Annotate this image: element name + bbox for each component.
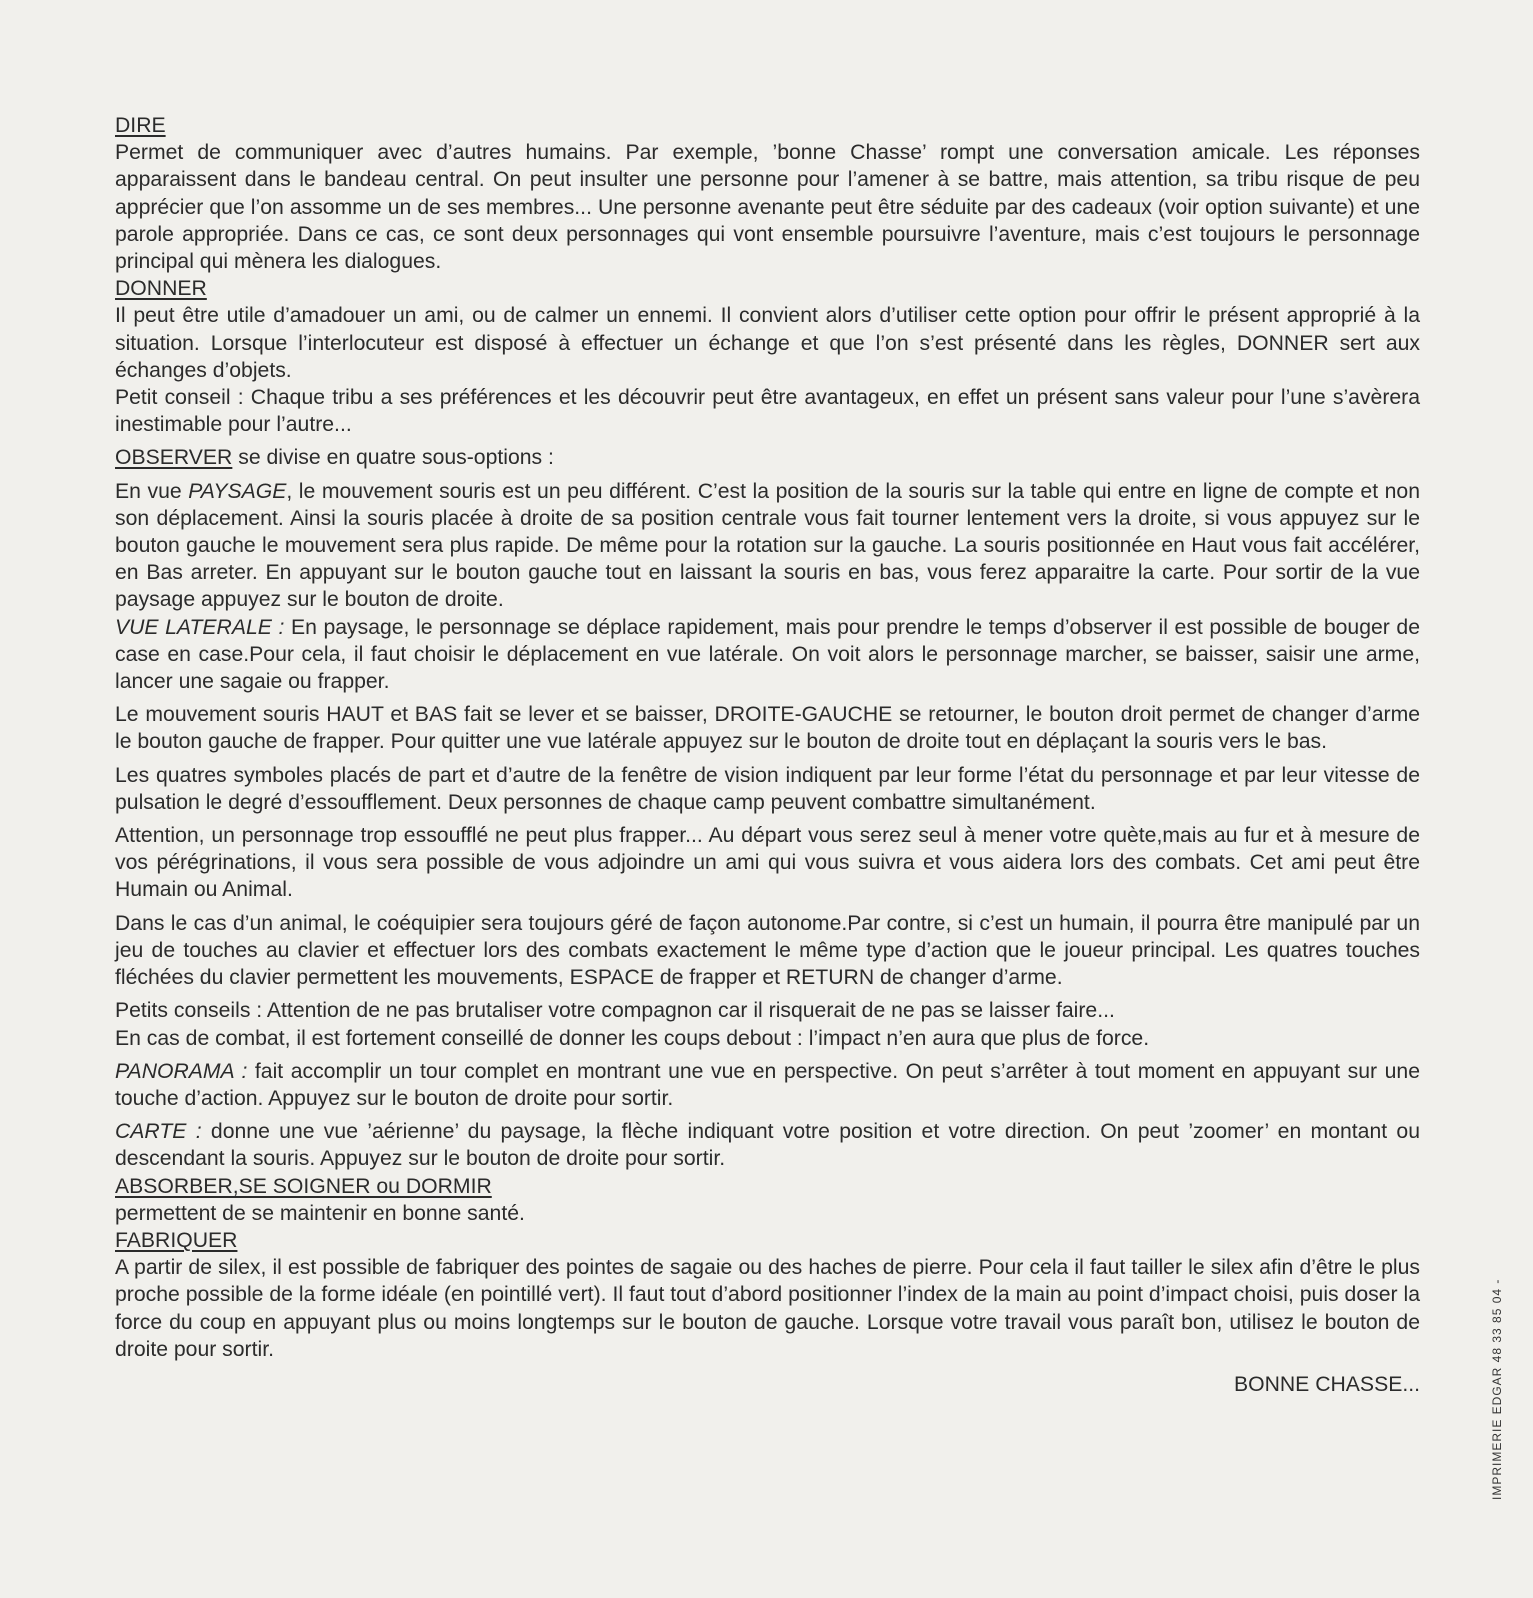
absorber-body: permettent de se maintenir en bonne santé.: [115, 1201, 525, 1225]
conseils-line-1: Petits conseils : Attention de ne pas brutaliser votre compagnon car il risquerait de ne pas se laisser faire...: [115, 999, 1115, 1023]
conseils-line-2: En cas de combat, il est fortement conseillé de donner les coups debout : l’impact n’en aura que plus de force.: [115, 1026, 1150, 1050]
printer-note: IMPRIMERIE EDGAR 48 33 85 04 -: [1490, 1278, 1504, 1500]
laterale-label: VUE LATERALE :: [115, 615, 285, 639]
laterale-body: En paysage, le personnage se déplace rapidement, mais pour prendre le temps d’observer il est possible de bouger de case en case.Pour cela, il faut choisir le déplacement en vue latérale. On voit alors le personnage marcher, se baisser, saisir une arme, lancer une sagaie ou frapper.: [115, 615, 1420, 694]
section-title-absorber: ABSORBER,SE SOIGNER ou DORMIR: [115, 1174, 492, 1198]
section-title-observer: OBSERVER: [115, 446, 233, 470]
carte-paragraph: [115, 1118, 1420, 1172]
paysage-body: , le mouvement souris est un peu différent. C’est la position de la souris sur la table qui entre en ligne de compte et non son déplacement. Ainsi la souris placée à droite de sa position centrale vous fait tourner lentement vers la droite, si vous appuyez sur le bouton gauche le mouvement sera plus rapide. De même pour la rotation sur la gauche. La souris positionnée en Haut vous fait accélérer, en Bas arreter. En appuyant sur le bouton gauche tout en laissant la souris en bas, vous ferez apparaitre la carte. Pour sortir de la vue paysage appuyez sur le bouton de droite.: [115, 479, 1420, 612]
panorama-paragraph: [115, 1058, 1420, 1112]
paysage-prefix: En vue: [115, 479, 189, 503]
attention-paragraph: Attention, un personnage trop essoufflé ne peut plus frapper... Au départ vous serez seul à mener votre quète,mais au fur et à mesure de vos pérégrinations, il vous sera possible de vous adjoindre un ami qui vous suivra et vous aidera lors des combats. Cet ami peut être Humain ou Animal.: [115, 824, 1420, 902]
carte-label: CARTE :: [115, 1120, 202, 1144]
panorama-label: PANORAMA :: [115, 1059, 248, 1083]
closing-text: BONNE CHASSE...: [1233, 1372, 1420, 1396]
carte-body: donne une vue ’aérienne’ du paysage, la flèche indiquant votre position et votre direction. On peut ’zoomer’ en montant ou descendant la souris. Appuyez sur le bouton de droite pour sortir.: [115, 1120, 1420, 1171]
paysage-paragraph: [115, 478, 1420, 614]
donner-body: Il peut être utile d’amadouer un ami, ou de calmer un ennemi. Il convient alors d’utiliser cette option pour offrir le présent approprié à la situation. Lorsque l’interlocuteur est disposé à effectuer un échange et que l’on s’est présenté dans les règles, DONNER sert aux échanges d’objets.: [115, 304, 1420, 382]
symboles-paragraph: Les quatres symboles placés de part et d’autre de la fenêtre de vision indiquent par leur forme l’état du personnage et par leur vitesse de pulsation le degré d’essoufflement. Deux personnes de chaque camp peuvent combattre simultanément.: [115, 763, 1420, 814]
fabriquer-body: A partir de silex, il est possible de fabriquer des pointes de sagaie ou des haches de pierre. Pour cela il faut tailler le silex afin d’être le plus proche possible de la forme idéale (en pointillé vert). Il faut tout d’abord positionner l’index de la main au point d’impact choisi, puis doser la force du coup en appuyant plus ou moins longtemps sur le bouton de gauche. Lorsque votre travail vous paraît bon, utilisez le bouton de droite pour sortir.: [115, 1256, 1420, 1361]
observer-intro: [115, 444, 1420, 471]
paysage-label: PAYSAGE: [188, 479, 287, 503]
laterale-paragraph: [115, 614, 1420, 696]
manual-page: [115, 112, 1420, 1398]
donner-tip: Petit conseil : Chaque tribu a ses préférences et les découvrir peut être avantageux, en effet un présent sans valeur pour l’une s’avèrera inestimable pour l’autre...: [115, 386, 1420, 437]
section-title-dire: DIRE: [115, 114, 166, 137]
section-title-fabriquer: FABRIQUER: [115, 1228, 238, 1252]
dire-body: Permet de communiquer avec d’autres humains. Par exemple, ’bonne Chasse’ rompt une conversation amicale. Les réponses apparaissent dans le bandeau central. On peut insulter une personne pour l’amener à se battre, mais attention, sa tribu risque de peu apprécier que l’on assomme un de ses membres... Une personne avenante peut être séduite par des cadeaux (voir option suivante) et une parole appropriée. Dans ce cas, ce sont deux personnages qui vont ensemble poursuivre l’aventure, mais c’est toujours le personnage principal qui mènera les dialogues.: [115, 141, 1420, 274]
mouvement-paragraph: Le mouvement souris HAUT et BAS fait se lever et se baisser, DROITE-GAUCHE se retourner, le bouton droit permet de changer d’arme le bouton gauche de frapper. Pour quitter une vue latérale appuyez sur le bouton de droite tout en déplaçant la souris vers le bas.: [115, 703, 1420, 754]
animal-paragraph: Dans le cas d’un animal, le coéquipier sera toujours géré de façon autonome.Par contre, si c’est un humain, il pourra être manipulé par un jeu de touches au clavier et effectuer lors des combats exactement le même type d’action que le joueur principal. Les quatres touches fléchées du clavier permettent les mouvements, ESPACE de frapper et RETURN de changer d’arme.: [115, 911, 1420, 990]
section-title-donner: DONNER: [115, 277, 207, 301]
observer-intro-text: se divise en quatre sous-options :: [232, 446, 554, 470]
panorama-body: fait accomplir un tour complet en montrant une vue en perspective. On peut s’arrêter à tout moment en appuyant sur une touche d’action. Appuyez sur le bouton de droite pour sortir.: [115, 1059, 1420, 1110]
